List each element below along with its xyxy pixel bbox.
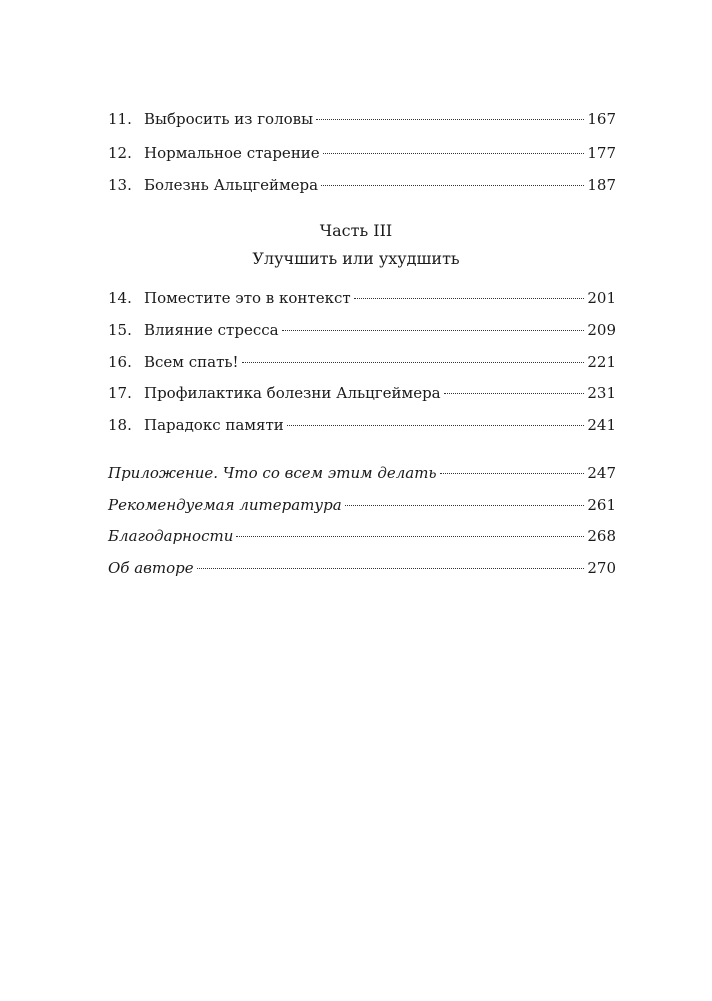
page-number: 268 xyxy=(587,527,616,545)
toc-entry xyxy=(108,413,616,437)
dot-leader xyxy=(440,458,585,474)
chapter-number: 12. xyxy=(108,144,132,162)
appendix-title: Благодарности xyxy=(108,527,234,545)
dot-leader xyxy=(287,410,585,426)
page-number: 221 xyxy=(587,353,616,371)
dot-leader xyxy=(282,315,585,331)
chapter-title: Профилактика болезни Альцгеймера xyxy=(144,384,441,402)
toc-entry xyxy=(108,318,616,342)
chapter-number: 13. xyxy=(108,176,132,194)
chapter-title: Выбросить из головы xyxy=(144,110,314,128)
page-number: 231 xyxy=(587,384,616,402)
dot-leader xyxy=(345,490,585,506)
chapter-title: Поместите это в контекст xyxy=(144,289,351,307)
toc-appendix-entry xyxy=(108,493,616,517)
page-number: 241 xyxy=(587,416,616,434)
dot-leader xyxy=(444,378,585,394)
toc-entry xyxy=(108,141,616,165)
toc-entry xyxy=(108,107,616,131)
toc-entry xyxy=(108,286,616,310)
toc-entry xyxy=(108,350,616,374)
part-label: Часть III xyxy=(319,221,393,240)
dot-leader xyxy=(242,347,585,363)
chapter-title: Нормальное старение xyxy=(144,144,320,162)
page-number: 209 xyxy=(587,321,616,339)
appendix-title: Приложение. Что со всем этим делать xyxy=(108,464,437,482)
page-number: 247 xyxy=(587,464,616,482)
dot-leader xyxy=(354,283,585,299)
page-number: 167 xyxy=(587,110,616,128)
page-number: 270 xyxy=(587,559,616,577)
chapter-number: 17. xyxy=(108,384,132,402)
chapter-number: 18. xyxy=(108,416,132,434)
toc-appendix-entry xyxy=(108,556,616,580)
chapter-title: Парадокс памяти xyxy=(144,416,284,434)
page-number: 177 xyxy=(587,144,616,162)
page-number: 261 xyxy=(587,496,616,514)
chapter-title: Всем спать! xyxy=(144,353,239,371)
chapter-title: Болезнь Альцгеймера xyxy=(144,176,319,194)
dot-leader xyxy=(316,104,584,120)
chapter-number: 15. xyxy=(108,321,132,339)
dot-leader xyxy=(323,138,585,154)
chapter-number: 11. xyxy=(108,110,132,128)
toc-appendix-entry xyxy=(108,524,616,548)
chapter-number: 16. xyxy=(108,353,132,371)
dot-leader xyxy=(236,521,584,537)
page-number: 187 xyxy=(587,176,616,194)
toc-entry xyxy=(108,173,616,197)
chapter-number: 14. xyxy=(108,289,132,307)
dot-leader xyxy=(321,170,584,186)
toc-entry xyxy=(108,381,616,405)
page-number: 201 xyxy=(587,289,616,307)
appendix-title: Об авторе xyxy=(108,559,194,577)
dot-leader xyxy=(197,553,585,569)
chapter-title: Влияние стресса xyxy=(144,321,279,339)
toc-appendix-entry xyxy=(108,461,616,485)
appendix-title: Рекомендуемая литература xyxy=(108,496,342,514)
part-title: Улучшить или ухудшить xyxy=(252,249,460,268)
